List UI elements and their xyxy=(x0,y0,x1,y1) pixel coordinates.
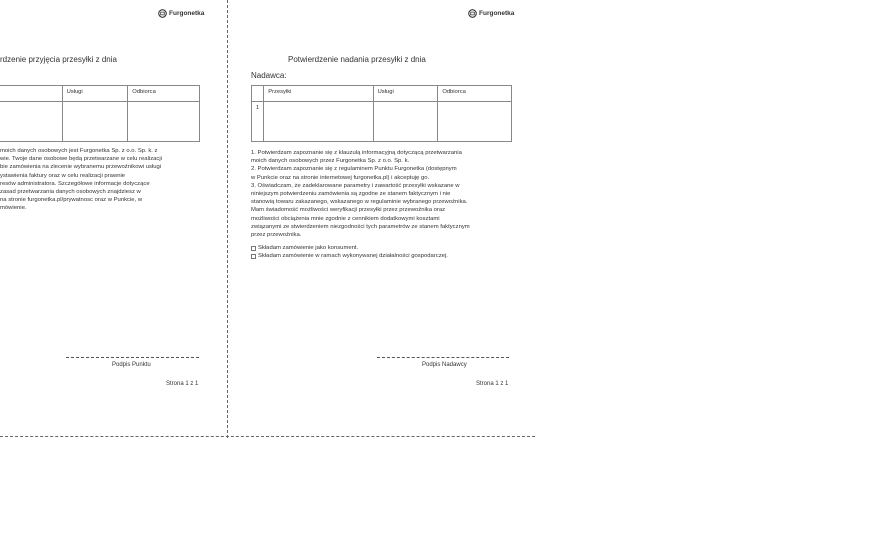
brand-name: Furgonetka xyxy=(169,10,205,17)
left-cell xyxy=(0,102,62,142)
right-sheet xyxy=(230,0,530,430)
statement-line: 1. Potwierdzam zapoznanie się z klauzulą informacyjną dotyczącą przetwarzania xyxy=(251,150,462,156)
left-page-number: Strona 1 z 1 xyxy=(166,381,199,387)
statement-line: 2. Potwierdzam zapoznanie się z regulaminem Punktu Furgonetka (dostępnym xyxy=(251,166,457,173)
left-sheet xyxy=(0,0,226,430)
right-page-number: Strona 1 z 1 xyxy=(476,381,509,387)
left-privacy-clause xyxy=(0,147,162,213)
right-cell xyxy=(373,102,438,142)
right-title: Potwierdzenie nadania przesyłki z dnia xyxy=(288,55,426,64)
privacy-line: moich danych osobowych jest Furgonetka Sp. z o.o. Sp. k. z xyxy=(0,148,158,154)
statement-line: związanymi ze stwierdzeniem niezgodności tych parametrów ze stanem faktycznym xyxy=(251,223,470,230)
statement-line: 3. Oświadczam, że zadeklarowane parametry i zawartość przesyłki wskazane w xyxy=(251,182,460,189)
left-cell xyxy=(128,102,200,142)
left-signature-line xyxy=(66,357,199,358)
privacy-line: bie zamówienia na zlecenie wybranemu przewoźnikowi usługi xyxy=(0,164,162,171)
right-col-services: Usługi xyxy=(373,86,438,102)
right-package-table xyxy=(251,85,512,142)
row-number-header xyxy=(252,86,264,102)
sender-label: Nadawca: xyxy=(251,71,287,80)
left-signature-label: Podpis Punktu xyxy=(112,362,151,368)
left-col-services: Usługi xyxy=(62,86,128,102)
privacy-line: wie. Twoje dane osobowe będą przetwarzane w celu realizacji xyxy=(0,156,162,163)
consumer-option-label: Składam zamówienie jako konsument. xyxy=(258,245,359,252)
row-number: 1 xyxy=(252,102,264,142)
left-cell xyxy=(62,102,128,142)
right-cell xyxy=(264,102,373,142)
brand-name: Furgonetka xyxy=(479,10,515,17)
horizontal-cut-line xyxy=(0,436,535,437)
privacy-line: na stronie furgonetka.pl/prywatnosc oraz w Punkcie, w xyxy=(0,197,143,204)
consumer-option[interactable] xyxy=(251,244,470,252)
business-option-label: Składam zamówienie w ramach wykonywanej działalności gospodarczej. xyxy=(258,253,448,260)
brand-logo xyxy=(468,9,514,18)
privacy-line: mówienie. xyxy=(0,205,27,212)
statement-line: możliwości obciążenia mnie zgodnie z cennikiem dodatkowymi kosztami xyxy=(251,215,440,222)
right-col-packages: Przesyłki xyxy=(264,86,373,102)
privacy-line: ystawienia faktury oraz w celu realizacji prawnie xyxy=(0,172,126,179)
furgonetka-logo-icon xyxy=(468,9,477,18)
left-package-table xyxy=(0,85,200,142)
right-signature-label: Podpis Nadawcy xyxy=(422,362,467,368)
vertical-cut-line xyxy=(227,0,228,438)
brand-logo xyxy=(158,9,204,18)
right-cell xyxy=(438,102,512,142)
statement-line: stanowią towaru zakazanego, wskazanego w regulaminie wybranego przewoźnika. xyxy=(251,199,468,206)
statement-line: w Punkcie oraz na stronie internetowej furgonetka.pl) i akceptuję go. xyxy=(251,174,430,181)
privacy-line: zasad przetwarzania danych osobowych znajdziesz w xyxy=(0,189,141,196)
right-statements xyxy=(251,149,470,261)
furgonetka-logo-icon xyxy=(158,9,167,18)
statement-line: moich danych osobowych przez Furgonetka Sp. z o.o. Sp. k. xyxy=(251,158,410,165)
statement-line: przez przewoźnika. xyxy=(251,232,302,239)
statement-line: niniejszym potwierdzeniu zamówienia są zgodne ze stanem faktycznym i nie xyxy=(251,191,451,198)
statement-line: Mam świadomość możliwości weryfikacji przesyłki przez przewoźnika oraz xyxy=(251,207,446,214)
left-col-recipient: Odbiorca xyxy=(128,86,200,102)
business-checkbox[interactable] xyxy=(251,254,256,259)
left-table-cell-blank xyxy=(0,86,62,102)
business-option[interactable] xyxy=(251,252,470,260)
right-signature-line xyxy=(377,357,509,358)
left-title: rdzenie przyjęcia przesyłki z dnia xyxy=(0,55,117,64)
consumer-checkbox[interactable] xyxy=(251,246,256,251)
right-col-recipient: Odbiorca xyxy=(438,86,512,102)
privacy-line: resów administratora. Szczegółowe informacje dotyczące xyxy=(0,180,150,187)
